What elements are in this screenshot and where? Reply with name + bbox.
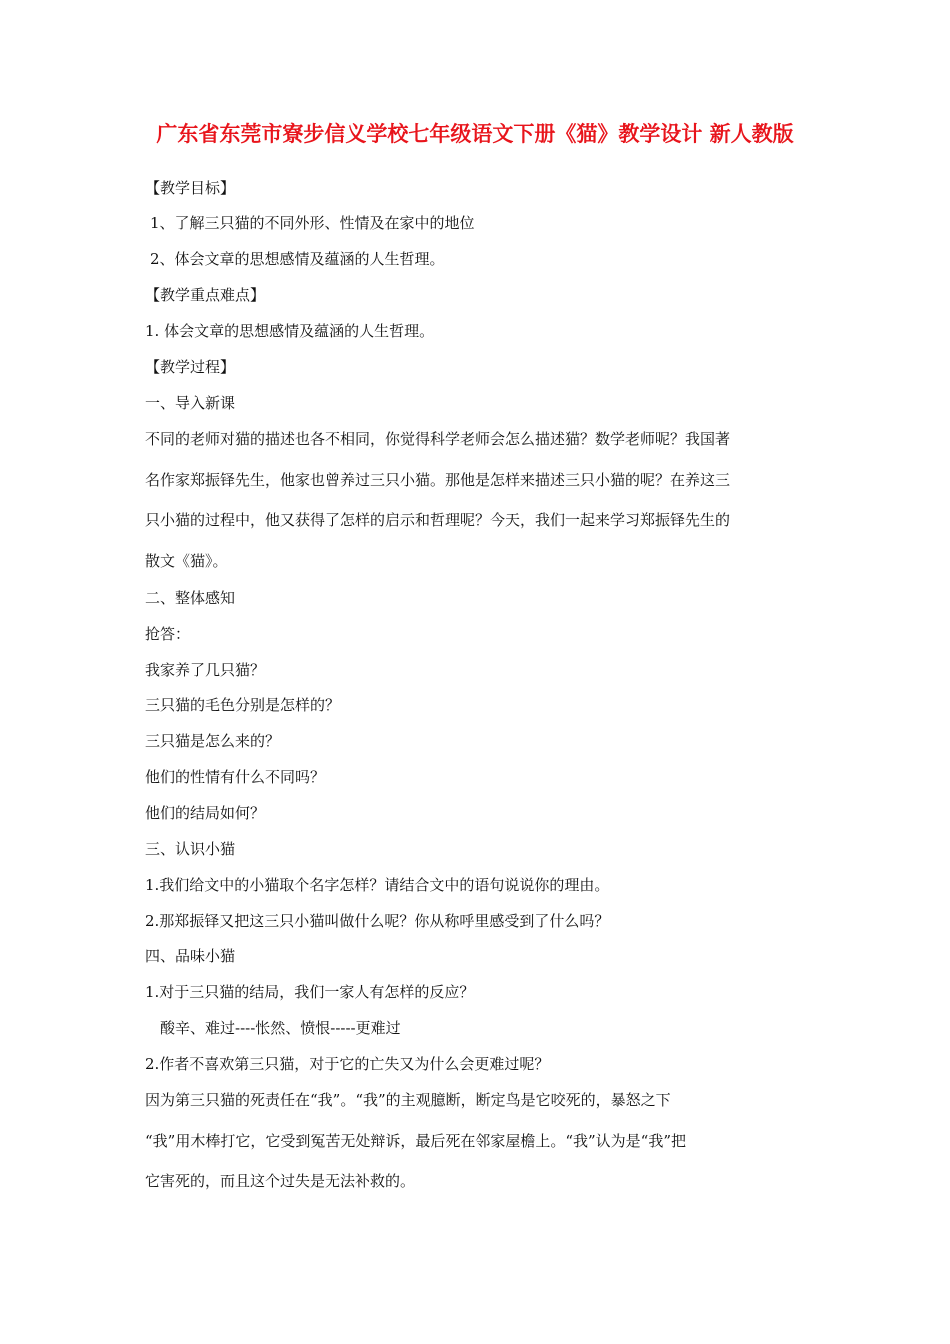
paragraph-line: 散文《猫》。: [145, 552, 228, 570]
quick-answer-label: 抢答：: [145, 625, 191, 643]
part-heading-overall: 二、整体感知: [145, 589, 236, 607]
section-heading-process: 【教学过程】: [145, 358, 236, 376]
paragraph-line: “我”用木棒打它，它受到冤苦无处辩诉，最后死在邻家屋檐上。“我”认为是“我”把: [145, 1132, 687, 1150]
paragraph-line: 它害死的，而且这个过失是无法补救的。: [145, 1172, 416, 1190]
paragraph-line: 不同的老师对猫的描述也各不相同，你觉得科学老师会怎么描述猫？数学老师呢？我国著: [145, 430, 731, 448]
paragraph-line: 因为第三只猫的死责任在“我”。“我”的主观臆断，断定鸟是它咬死的，暴怒之下: [145, 1091, 671, 1109]
key-point-item: 1. 体会文章的思想感情及蕴涵的人生哲理。: [145, 322, 435, 340]
part-heading-introduction: 一、导入新课: [145, 394, 236, 412]
goal-item: 1、了解三只猫的不同外形、性情及在家中的地位: [150, 214, 475, 232]
part-heading-appreciate-cats: 四、品味小猫: [145, 947, 236, 965]
part-heading-know-cats: 三、认识小猫: [145, 840, 236, 858]
numbered-item: 1.对于三只猫的结局，我们一家人有怎样的反应？: [145, 983, 475, 1001]
numbered-item: 2.那郑振铎又把这三只小猫叫做什么呢？你从称呼里感受到了什么吗？: [145, 912, 610, 930]
numbered-item: 2.作者不喜欢第三只猫，对于它的亡失又为什么会更难过呢？: [145, 1055, 550, 1073]
paragraph-line: 名作家郑振铎先生，他家也曾养过三只小猫。那他是怎样来描述三只小猫的呢？在养这三: [145, 471, 731, 489]
question-item: 三只猫的毛色分别是怎样的？: [145, 696, 341, 714]
section-heading-goals: 【教学目标】: [145, 179, 236, 197]
document-title: 广东省东莞市寮步信义学校七年级语文下册《猫》教学设计 新人教版: [156, 122, 794, 146]
goal-item: 2、体会文章的思想感情及蕴涵的人生哲理。: [150, 250, 445, 268]
numbered-item: 1.我们给文中的小猫取个名字怎样？请结合文中的语句说说你的理由。: [145, 876, 610, 894]
question-item: 三只猫是怎么来的？: [145, 732, 281, 750]
section-heading-key-points: 【教学重点难点】: [145, 286, 266, 304]
paragraph-line: 只小猫的过程中，他又获得了怎样的启示和哲理呢？今天，我们一起来学习郑振铎先生的: [145, 511, 731, 529]
question-item: 我家养了几只猫？: [145, 661, 266, 679]
question-item: 他们的结局如何？: [145, 804, 266, 822]
answer-line: 酸辛、难过----怅然、愤恨-----更难过: [160, 1019, 401, 1037]
question-item: 他们的性情有什么不同吗？: [145, 768, 326, 786]
